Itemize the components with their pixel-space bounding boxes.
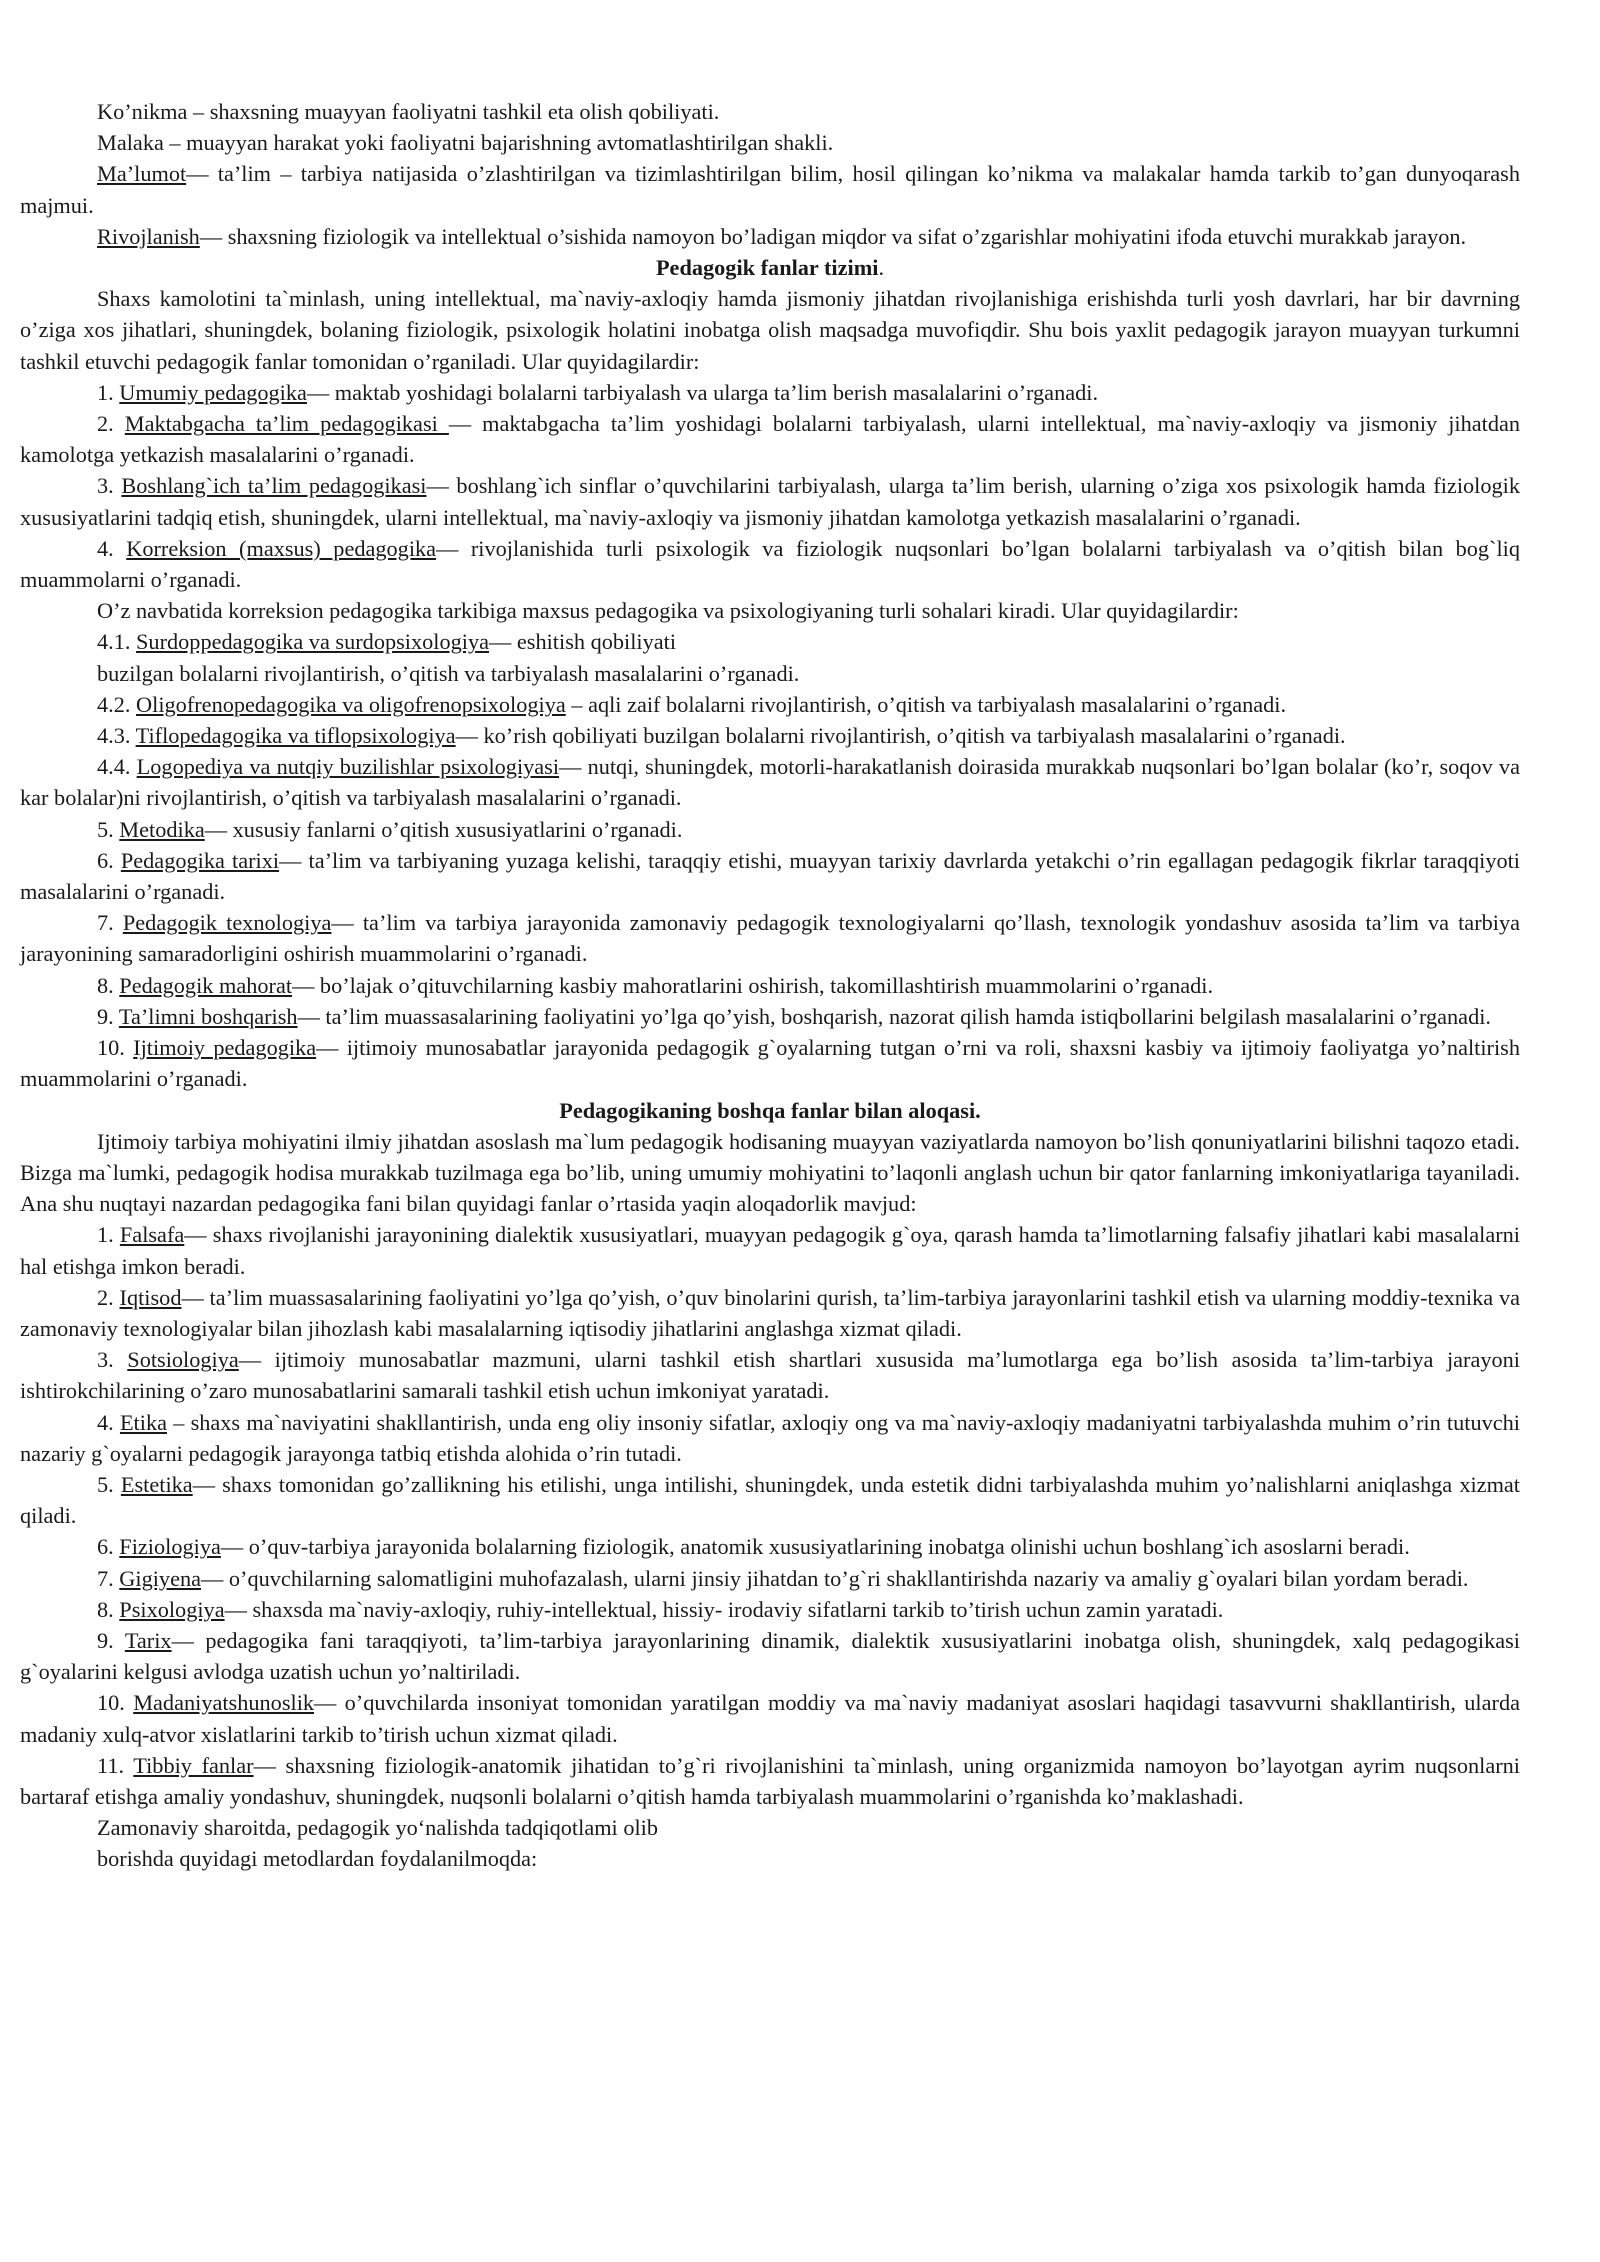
item-number: 4.3. <box>97 723 136 749</box>
item-number: 8. <box>97 1596 120 1622</box>
item-number: 2. <box>97 1284 120 1310</box>
item-text: — ijtimoiy munosabatlar jarayonida pedagogik g`oyalarning tutgan o’rni va roli, shaxsni kasbiy va ijtimoiy faoliyatga yo’naltirish muammolarini o’rganadi. <box>20 1035 1520 1092</box>
item-text: — ta’lim va tarbiya jarayonida zamonaviy pedagogik texnologiyalarni qo’llash, texnologik yondashuv asosida ta’lim va tarbiya jarayonining samaradorligini oshirish muammolarini o’rganadi. <box>20 910 1521 967</box>
item-number: 6. <box>97 1534 120 1560</box>
section2-intro: Ijtimoiy tarbiya mohiyatini ilmiy jihatdan asoslash ma`lum pedagogik hodisaning muayyan vaziyatlarda namoyon bo’lish qonuniyatlarini bilishni taqozo etadi. Bizga ma`lumki, pedagogik hodisa murakkab tuzilmaga ega bo’lib, uning umumiy mohiyatini to’laqonli anglash uchun bir qator fanlarning imkoniyatlariga tayaniladi. Ana shu nuqtayi nazardan pedagogika fani bilan quyidagi fanlar o’rtasida yaqin aloqadorlik mavjud: <box>20 1128 1520 1217</box>
list-item <box>20 377 1520 408</box>
list-item <box>20 1282 1520 1344</box>
item-number: 5. <box>97 1471 121 1497</box>
list-item <box>20 533 1520 595</box>
list-item <box>20 1687 1520 1749</box>
definition-text: — shaxsning fiziologik va intellektual o’sishida namoyon bo’ladigan miqdor va sifat o’zgarishlar mohiyatini ifoda etuvchi murakkab jarayon. <box>199 223 1467 249</box>
sub-list-item <box>20 720 1520 751</box>
item-number: 8. <box>97 972 120 998</box>
item-term: Sotsiologiya <box>127 1347 239 1373</box>
item-text: — o’quv-tarbiya jarayonida bolalarning fiziologik, anatomik xususiyatlarining inobatga olinishi uchun boshlang`ich asoslarni beradi. <box>220 1534 1410 1560</box>
item-number: 11. <box>97 1752 134 1778</box>
item-text: — o’quvchilarning salomatligini muhofazalash, ularni jinsiy jihatdan to’g`ri shakllantirishda nazariy va amaliy g`oyalari bilan yordam beradi. <box>201 1565 1469 1591</box>
item-text: — maktab yoshidagi bolalarni tarbiyalash va ularga ta’lim berish masalalarini o’rganadi. <box>306 379 1099 405</box>
item-term: Etika <box>119 1409 167 1435</box>
list-item <box>20 814 1520 845</box>
list-item <box>20 408 1520 470</box>
item-term: Tarix <box>124 1627 172 1653</box>
list-item <box>20 1407 1520 1469</box>
list-item <box>20 1563 1520 1594</box>
item-text: — eshitish qobiliyati <box>489 629 677 655</box>
item-term: Surdoppedagogika va surdopsixologiya <box>136 629 490 655</box>
item-text: — ta’lim muassasalarining faoliyatini yo’lga qo’yish, boshqarish, nazorat qilish hamda istiqbollarini belgilash masalalarini o’rganadi. <box>297 1003 1492 1029</box>
item-number: 3. <box>97 1347 128 1373</box>
item-number: 5. <box>97 816 120 842</box>
item-term: Fiziologiya <box>119 1534 221 1560</box>
item-term: Logopediya va nutqiy buzilishlar psixologiyasi <box>136 754 560 780</box>
sub-list-item <box>20 689 1520 720</box>
closing-line: Zamonaviy sharoitda, pedagogik yo‘nalishda tadqiqotlami olib <box>97 1815 659 1841</box>
list-item <box>20 1032 1520 1094</box>
korreksion-intro: O’z navbatida korreksion pedagogika tarkibiga maxsus pedagogika va psixologiyaning turli sohalari kiradi. Ular quyidagilardir: <box>97 598 1239 624</box>
item-text: — pedagogika fani taraqqiyoti, ta’lim-tarbiya jarayonlarining dinamik, dialektik xususiyatlarini inobatga olish, shuningdek, xalq pedagogikasi g`oyalarini kelgusi avlodga uzatish uchun yo’naltiriladi. <box>20 1627 1520 1685</box>
item-text: — shaxs tomonidan go’zallikning his etilishi, unga intilishi, shuningdek, unda estetik didni tarbiyalashda muhim yo’nalishlarni aniqlashga xizmat qiladi. <box>20 1471 1520 1529</box>
item-number: 10. <box>97 1690 134 1716</box>
item-term: Tibbiy fanlar <box>133 1752 254 1778</box>
list-item <box>20 1594 1520 1625</box>
item-number: 4. <box>97 535 127 561</box>
definition-malaka <box>20 127 1520 158</box>
section-heading-pedagogik-fanlar <box>20 252 1520 283</box>
item-term: Oligofrenopedagogika va oligofrenopsixologiya <box>136 691 566 717</box>
item-term: Psixologiya <box>119 1596 225 1622</box>
item-text: — o’quvchilarda insoniyat tomonidan yaratilgan moddiy va ma`naviy madaniyat asoslari haqidagi tasavvurni shakllantirish, ularda madaniy xulq-atvor xislatlarini tarkib to’tirish uchun xizmat qiladi. <box>20 1690 1520 1747</box>
item-term: Pedagogik texnologiya <box>122 910 332 936</box>
list-item <box>20 470 1520 532</box>
section1-intro: Shaxs kamolotini ta`minlash, uning intellektual, ma`naviy-axloqiy hamda jismoniy jihatdan rivojlanishiga erishishda turli yosh davrlari, har bir davrning o’ziga xos jihatlari, shuningdek, bolaning fiziologik, psixologik holatini inobatga olish maqsadga muvofiqdir. Shu bois yaxlit pedagogik jarayon muayyan turkumni tashkil etuvchi pedagogik fanlar tomonidan o’rganiladi. Ular quyidagilardir: <box>20 286 1520 374</box>
sub-list-item <box>20 626 1520 657</box>
definition-text: Malaka – muayyan harakat yoki faoliyatni bajarishning avtomatlashtirilgan shakli. <box>97 130 834 156</box>
item-term: Ta’limni boshqarish <box>118 1003 298 1029</box>
item-text: – aqli zaif bolalarni rivojlantirish, o’qitish va tarbiyalash masalalarini o’rganadi. <box>565 691 1287 717</box>
list-item <box>20 1344 1520 1406</box>
item-term: Falsafa <box>119 1222 185 1248</box>
definition-term: Ma’lumot <box>97 161 187 187</box>
list-item <box>20 1469 1520 1531</box>
sub-list-item-continuation: buzilgan bolalarni rivojlantirish, o’qitish va tarbiyalash masalalarini o’rganadi. <box>97 660 800 686</box>
item-term: Pedagogika tarixi <box>120 847 280 873</box>
item-number: 4.4. <box>97 754 137 780</box>
definition-term: Rivojlanish <box>97 223 200 249</box>
item-number: 4.2. <box>97 691 137 717</box>
heading-text: Pedagogik fanlar tizimi <box>655 255 879 281</box>
item-text: — ijtimoiy munosabatlar mazmuni, ularni tashkil etish shartlari xususida ma’lumotlarga ega bo’lish asosida ta’lim-tarbiya jarayoni ishtirokchilarining o’zaro munosabatlarini samarali tashkil etish uchun imkoniyat yaratadi. <box>20 1347 1521 1404</box>
list-item <box>20 1625 1520 1687</box>
item-term: Iqtisod <box>119 1284 182 1310</box>
definition-konikma <box>20 96 1520 127</box>
item-number: 4.1. <box>97 629 137 655</box>
item-term: Ijtimoiy pedagogika <box>133 1035 317 1061</box>
definition-malumot <box>20 158 1520 220</box>
item-number: 1. <box>97 379 120 405</box>
item-number: 2. <box>97 411 125 437</box>
item-number: 3. <box>97 473 122 499</box>
list-item <box>20 1531 1520 1562</box>
item-text: — ko’rish qobiliyati buzilgan bolalarni rivojlantirish, o’qitish va tarbiyalash masalalarini o’rganadi. <box>455 723 1346 749</box>
list-item <box>20 845 1520 907</box>
heading-tail: . <box>878 255 885 281</box>
item-text: — nutqi, shuningdek, motorli-harakatlanish doirasida murakkab nuqsonlari bo’lgan bolalar (ko’r, soqov va kar bolalar)ni rivojlantirish, o’qitish va tarbiyalash masalalarini o’rganadi. <box>20 754 1520 811</box>
list-item <box>20 907 1520 969</box>
item-number: 6. <box>97 847 121 873</box>
item-term: Madaniyatshunoslik <box>133 1690 315 1716</box>
item-text: — bo’lajak o’qituvchilarning kasbiy mahoratlarini oshirish, takomillashtirish muammolarini o’rganadi. <box>292 972 1214 998</box>
list-item <box>20 1750 1520 1812</box>
item-number: 4. <box>97 1409 120 1435</box>
definition-text: Ko’nikma – shaxsning muayyan faoliyatni tashkil eta olish qobiliyati. <box>97 99 720 124</box>
item-term: Korreksion (maxsus) pedagogika <box>126 535 437 561</box>
item-term: Boshlang`ich ta’lim pedagogikasi <box>121 473 427 499</box>
item-number: 10. <box>97 1035 134 1061</box>
item-term: Pedagogik mahorat <box>119 972 293 998</box>
item-term: Maktabgacha ta’lim pedagogikasi <box>124 411 449 437</box>
item-term: Gigiyena <box>119 1565 202 1591</box>
item-number: 7. <box>97 1565 120 1591</box>
item-text: — rivojlanishida turli psixologik va fiziologik nuqsonlari bo’lgan bolalarni tarbiyalash va o’qitish bilan bog`liq muammolarni o’rganadi. <box>20 535 1521 593</box>
item-term: Metodika <box>119 816 205 842</box>
item-text: — shaxs rivojlanishi jarayonining dialektik xususiyatlari, muayyan pedagogik g`oya, qarash hamda ta’limotlarning falsafiy jihatlari kabi masalalarni hal etishga imkon beradi. <box>20 1222 1520 1279</box>
item-number: 9. <box>97 1627 125 1653</box>
item-text: — ta’lim muassasalarining faoliyatini yo’lga qo’yish, o’quv binolarini qurish, ta’lim-tarbiya jarayonlarini tashkil etish va ularning moddiy-texnika va zamonaviy texnologiyalar bilan jihozlash kabi masalalarning iqtisodiy jihatlarini anglashga xizmat qiladi. <box>20 1284 1521 1341</box>
document-page <box>20 96 1520 1875</box>
section-heading-aloqasi: Pedagogikaning boshqa fanlar bilan aloqasi. <box>559 1097 981 1123</box>
closing-line: borishda quyidagi metodlardan foydalanilmoqda: <box>97 1846 538 1872</box>
item-number: 1. <box>97 1222 120 1248</box>
item-term: Estetika <box>120 1471 193 1497</box>
list-item <box>20 1219 1520 1281</box>
item-text: – shaxs ma`naviyatini shakllantirish, unda eng oliy insoniy sifatlar, axloqiy ong va ma`naviy-axloqiy madaniyatni tarbiyalashda muhim o’rin tutuvchi nazariy g`oyalarni pedagogik jarayonga tatbiq etishda alohida o’rin tutadi. <box>20 1409 1521 1466</box>
item-text: — ta’lim va tarbiyaning yuzaga kelishi, taraqqiy etishi, muayyan tarixiy davrlarda yetakchi o’rin egallagan pedagogik fikrlar taraqqiyoti masalalarini o’rganadi. <box>20 847 1521 905</box>
list-item <box>20 970 1520 1001</box>
definition-text: — ta’lim – tarbiya natijasida o’zlashtirilgan va tizimlashtirilgan bilim, hosil qilingan ko’nikma va malakalar hamda tarkib to’gan dunyoqarash majmui. <box>20 161 1520 218</box>
list-item <box>20 1001 1520 1032</box>
item-text: — xususiy fanlarni o’qitish xususiyatlarini o’rganadi. <box>204 816 683 842</box>
item-term: Umumiy pedagogika <box>119 379 307 405</box>
item-text: — boshlang`ich sinflar o’quvchilarini tarbiyalash, ularga ta’lim berish, ularning o’ziga xos psixologik hamda fiziologik xususiyatlarini tadqiq etish, shuningdek, ularni intellektual, ma`naviy-axloqiy va jismoniy jihatdan kamolotga yetkazish masalalarini o’rganadi. <box>20 473 1520 530</box>
item-text: — shaxsning fiziologik-anatomik jihatidan to’g`ri rivojlanishini ta`minlash, uning organizmida namoyon bo’layotgan ayrim nuqsonlarni bartaraf etishga amaliy yondashuv, shuningdek, nuqsonli bolalarni o’qitish hamda tarbiyalash muammolarini o’rganishda ko’maklashadi. <box>20 1752 1520 1809</box>
item-term: Tiflopedagogika va tiflopsixologiya <box>135 723 456 749</box>
item-text: — shaxsda ma`naviy-axloqiy, ruhiy-intellektual, hissiy- irodaviy sifatlarni tarkib to’tirish uchun zamin yaratadi. <box>224 1596 1224 1622</box>
sub-list-item <box>20 751 1520 813</box>
definition-rivojlanish <box>20 221 1520 252</box>
item-number: 9. <box>97 1003 119 1029</box>
item-number: 7. <box>97 910 123 936</box>
item-text: — maktabgacha ta’lim yoshidagi bolalarni tarbiyalash, ularni intellektual, ma`naviy-axloqiy va jismoniy jihatdan kamolotga yetkazish masalalarini o’rganadi. <box>20 411 1521 468</box>
